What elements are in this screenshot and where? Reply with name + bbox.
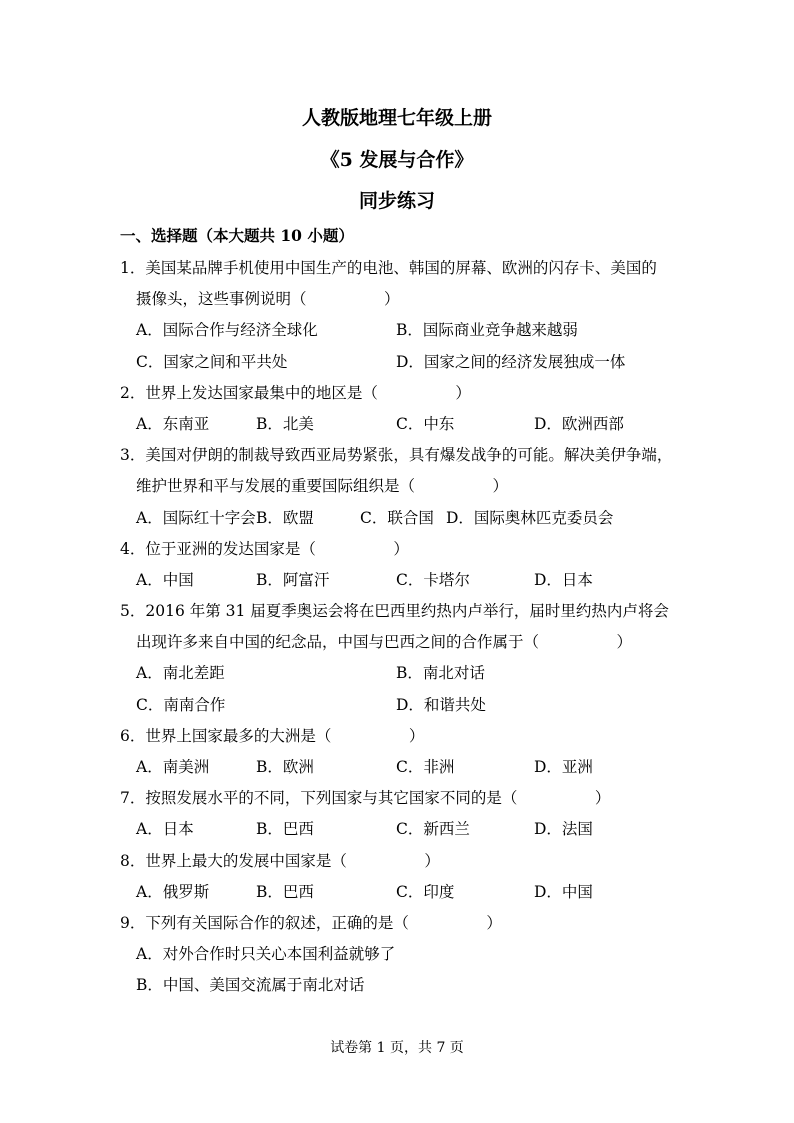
answer-option: D．法国 <box>534 820 593 839</box>
option-row <box>120 318 700 349</box>
answer-option: A．东南亚 <box>136 414 210 433</box>
answer-option: A．国际红十字会 <box>136 508 256 527</box>
answer-option: B．国际商业竞争越来越弱 <box>396 321 578 340</box>
answer-option: C．新西兰 <box>396 820 470 839</box>
question-text: 维护世界和平与发展的重要国际组织是（ ） <box>136 477 509 496</box>
answer-option: C．印度 <box>396 882 455 901</box>
answer-option: D．亚洲 <box>534 758 593 776</box>
option-row <box>120 942 700 973</box>
option-row <box>120 973 700 1004</box>
answer-option: A．南美洲 <box>136 758 210 776</box>
option-row <box>120 755 700 786</box>
answer-option: D．国际奥林匹克委员会 <box>446 508 614 527</box>
page-subtitle: 《5 发展与合作》 <box>320 149 474 171</box>
answer-option: A．俄罗斯 <box>136 882 210 901</box>
answer-option: B．北美 <box>256 414 314 433</box>
option-row <box>120 350 700 381</box>
answer-option: C．中东 <box>396 414 455 433</box>
question-text: 7．按照发展水平的不同，下列国家与其它国家不同的是（ ） <box>120 789 611 808</box>
question-list <box>120 256 700 1005</box>
answer-option: A．南北差距 <box>136 664 225 683</box>
answer-option: D．和谐共处 <box>396 695 486 714</box>
answer-option: D．中国 <box>534 882 593 901</box>
answer-option: D．日本 <box>534 570 593 589</box>
answer-option: C．南南合作 <box>136 695 226 714</box>
page-title: 人教版地理七年级上册 <box>301 107 492 129</box>
question-text: 4．位于亚洲的发达国家是（ ） <box>120 539 409 558</box>
answer-option: B．巴西 <box>256 820 314 839</box>
question-text: 出现许多来自中国的纪念品，中国与巴西之间的合作属于（ ） <box>136 633 633 652</box>
answer-option: A．日本 <box>136 820 194 839</box>
option-row <box>120 506 700 537</box>
answer-option: B．南北对话 <box>396 664 485 683</box>
answer-option: C．国家之间和平共处 <box>136 352 288 371</box>
question-text: 摄像头，这些事例说明（ ） <box>136 290 400 309</box>
answer-option: B．阿富汗 <box>256 570 330 589</box>
answer-option: C．联合国 <box>360 508 434 527</box>
option-row <box>120 661 700 692</box>
answer-option: B．欧盟 <box>256 508 314 527</box>
option-row <box>120 568 700 599</box>
answer-option: A．对外合作时只关心本国利益就够了 <box>136 945 396 964</box>
answer-option: A．国际合作与经济全球化 <box>136 321 318 340</box>
section-heading: 一、选择题（本大题共 10 小题） <box>120 226 354 245</box>
question-text: 5．2016 年第 31 届夏季奥运会将在巴西里约热内卢举行，届时里约热内卢将会 <box>120 602 669 621</box>
option-row <box>120 693 700 724</box>
answer-option: C．卡塔尔 <box>396 570 470 589</box>
answer-option: A．中国 <box>136 570 194 589</box>
answer-option: B．欧洲 <box>256 758 314 776</box>
answer-option: C．非洲 <box>396 758 455 776</box>
question-text: 3．美国对伊朗的制裁导致西亚局势紧张，具有爆发战争的可能。解决美伊争端， <box>120 446 673 465</box>
option-row <box>120 412 700 443</box>
question-text: 8．世界上最大的发展中国家是（ ） <box>120 851 440 870</box>
answer-option: B．中国、美国交流属于南北对话 <box>136 976 365 995</box>
answer-option: D．欧洲西部 <box>534 414 624 433</box>
question-text: 9．下列有关国际合作的叙述，正确的是（ ） <box>120 913 502 932</box>
answer-option: D．国家之间的经济发展独成一体 <box>396 352 626 371</box>
page-footer: 试卷第 1 页，共 7 页 <box>330 1040 464 1056</box>
option-row <box>120 817 700 848</box>
question-text: 2．世界上发达国家最集中的地区是（ ） <box>120 383 471 402</box>
question-text: 6．世界上国家最多的大洲是（ ） <box>120 726 425 745</box>
page-subtitle-2: 同步练习 <box>358 190 435 212</box>
question-text: 1．美国某品牌手机使用中国生产的电池、韩国的屏幕、欧洲的闪存卡、美国的 <box>120 259 657 277</box>
option-row <box>120 880 700 911</box>
answer-option: B．巴西 <box>256 882 314 901</box>
